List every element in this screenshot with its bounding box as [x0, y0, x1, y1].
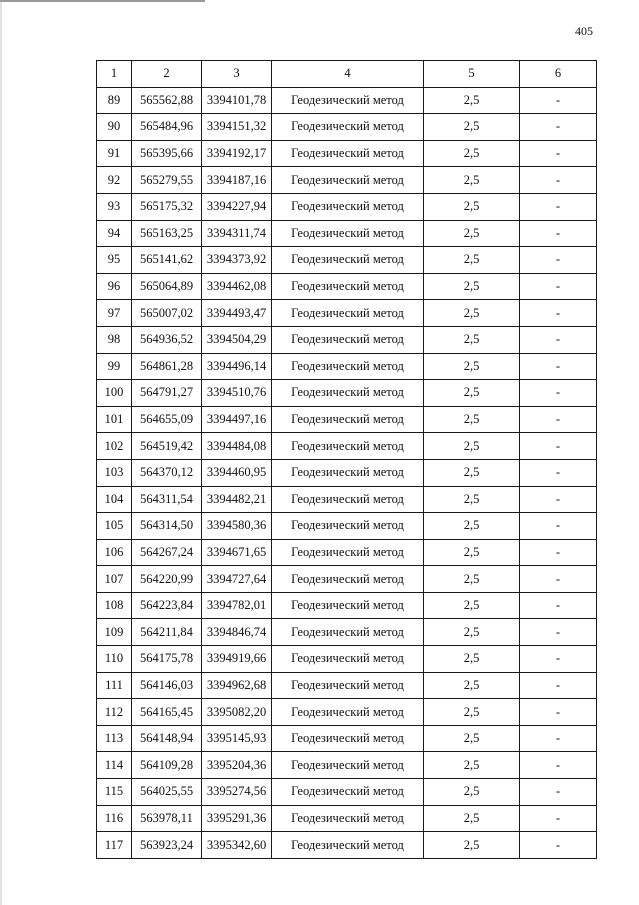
y-coordinate-cell: 3395145,93	[202, 725, 272, 752]
table-row	[97, 513, 597, 540]
method-cell: Геодезический метод	[272, 140, 424, 167]
method-cell: Геодезический метод	[272, 832, 424, 859]
table-row	[97, 247, 597, 274]
y-coordinate-cell: 3394671,65	[202, 539, 272, 566]
method-cell: Геодезический метод	[272, 353, 424, 380]
note-cell: -	[520, 193, 597, 220]
point-number-cell: 89	[97, 87, 132, 114]
x-coordinate-cell: 564655,09	[132, 406, 202, 433]
page-number: 405	[575, 24, 593, 38]
accuracy-cell: 2,5	[424, 406, 520, 433]
y-coordinate-cell: 3395082,20	[202, 699, 272, 726]
y-coordinate-cell: 3394373,92	[202, 247, 272, 274]
table-row	[97, 805, 597, 832]
point-number-cell: 108	[97, 592, 132, 619]
y-coordinate-cell: 3394484,08	[202, 433, 272, 460]
accuracy-cell: 2,5	[424, 380, 520, 407]
point-number-cell: 115	[97, 779, 132, 806]
x-coordinate-cell: 564165,45	[132, 699, 202, 726]
x-coordinate-cell: 564267,24	[132, 539, 202, 566]
table-row	[97, 300, 597, 327]
x-coordinate-cell: 564519,42	[132, 433, 202, 460]
note-cell: -	[520, 433, 597, 460]
y-coordinate-cell: 3394482,21	[202, 486, 272, 513]
note-cell: -	[520, 646, 597, 673]
header-col-5: 5	[424, 61, 520, 88]
y-coordinate-cell: 3394192,17	[202, 140, 272, 167]
table-row	[97, 566, 597, 593]
table-row	[97, 353, 597, 380]
accuracy-cell: 2,5	[424, 672, 520, 699]
accuracy-cell: 2,5	[424, 832, 520, 859]
y-coordinate-cell: 3394462,08	[202, 273, 272, 300]
y-coordinate-cell: 3394493,47	[202, 300, 272, 327]
note-cell: -	[520, 672, 597, 699]
method-cell: Геодезический метод	[272, 380, 424, 407]
accuracy-cell: 2,5	[424, 273, 520, 300]
accuracy-cell: 2,5	[424, 779, 520, 806]
x-coordinate-cell: 565007,02	[132, 300, 202, 327]
table-row	[97, 326, 597, 353]
point-number-cell: 92	[97, 167, 132, 194]
header-col-6: 6	[520, 61, 597, 88]
y-coordinate-cell: 3394580,36	[202, 513, 272, 540]
note-cell: -	[520, 353, 597, 380]
point-number-cell: 111	[97, 672, 132, 699]
x-coordinate-cell: 564311,54	[132, 486, 202, 513]
point-number-cell: 105	[97, 513, 132, 540]
accuracy-cell: 2,5	[424, 220, 520, 247]
table-row	[97, 539, 597, 566]
table-header	[97, 61, 597, 88]
x-coordinate-cell: 565064,89	[132, 273, 202, 300]
accuracy-cell: 2,5	[424, 539, 520, 566]
note-cell: -	[520, 752, 597, 779]
header-row	[97, 61, 597, 88]
table-row	[97, 646, 597, 673]
table-row	[97, 459, 597, 486]
x-coordinate-cell: 565279,55	[132, 167, 202, 194]
y-coordinate-cell: 3394311,74	[202, 220, 272, 247]
x-coordinate-cell: 565484,96	[132, 114, 202, 141]
table-row	[97, 167, 597, 194]
accuracy-cell: 2,5	[424, 87, 520, 114]
method-cell: Геодезический метод	[272, 193, 424, 220]
table-row	[97, 140, 597, 167]
accuracy-cell: 2,5	[424, 326, 520, 353]
point-number-cell: 110	[97, 646, 132, 673]
x-coordinate-cell: 565562,88	[132, 87, 202, 114]
table-row	[97, 619, 597, 646]
accuracy-cell: 2,5	[424, 167, 520, 194]
accuracy-cell: 2,5	[424, 486, 520, 513]
accuracy-cell: 2,5	[424, 725, 520, 752]
point-number-cell: 91	[97, 140, 132, 167]
table-row	[97, 380, 597, 407]
method-cell: Геодезический метод	[272, 752, 424, 779]
method-cell: Геодезический метод	[272, 592, 424, 619]
table-row	[97, 592, 597, 619]
method-cell: Геодезический метод	[272, 326, 424, 353]
header-col-3: 3	[202, 61, 272, 88]
scan-top-rule	[0, 0, 205, 2]
header-col-1: 1	[97, 61, 132, 88]
point-number-cell: 96	[97, 273, 132, 300]
note-cell: -	[520, 273, 597, 300]
y-coordinate-cell: 3394101,78	[202, 87, 272, 114]
table-row	[97, 832, 597, 859]
table-row	[97, 699, 597, 726]
method-cell: Геодезический метод	[272, 114, 424, 141]
table-row	[97, 486, 597, 513]
method-cell: Геодезический метод	[272, 486, 424, 513]
y-coordinate-cell: 3394187,16	[202, 167, 272, 194]
table-row	[97, 406, 597, 433]
method-cell: Геодезический метод	[272, 566, 424, 593]
point-number-cell: 97	[97, 300, 132, 327]
note-cell: -	[520, 725, 597, 752]
point-number-cell: 101	[97, 406, 132, 433]
table-row	[97, 779, 597, 806]
y-coordinate-cell: 3394962,68	[202, 672, 272, 699]
x-coordinate-cell: 564861,28	[132, 353, 202, 380]
point-number-cell: 107	[97, 566, 132, 593]
point-number-cell: 116	[97, 805, 132, 832]
x-coordinate-cell: 564148,94	[132, 725, 202, 752]
point-number-cell: 99	[97, 353, 132, 380]
accuracy-cell: 2,5	[424, 752, 520, 779]
x-coordinate-cell: 565141,62	[132, 247, 202, 274]
method-cell: Геодезический метод	[272, 167, 424, 194]
method-cell: Геодезический метод	[272, 805, 424, 832]
note-cell: -	[520, 140, 597, 167]
table-row	[97, 433, 597, 460]
note-cell: -	[520, 592, 597, 619]
accuracy-cell: 2,5	[424, 805, 520, 832]
method-cell: Геодезический метод	[272, 273, 424, 300]
header-col-2: 2	[132, 61, 202, 88]
point-number-cell: 117	[97, 832, 132, 859]
note-cell: -	[520, 114, 597, 141]
point-number-cell: 103	[97, 459, 132, 486]
note-cell: -	[520, 699, 597, 726]
point-number-cell: 102	[97, 433, 132, 460]
note-cell: -	[520, 167, 597, 194]
y-coordinate-cell: 3394727,64	[202, 566, 272, 593]
point-number-cell: 104	[97, 486, 132, 513]
point-number-cell: 109	[97, 619, 132, 646]
x-coordinate-cell: 564223,84	[132, 592, 202, 619]
accuracy-cell: 2,5	[424, 300, 520, 327]
y-coordinate-cell: 3395291,36	[202, 805, 272, 832]
x-coordinate-cell: 563978,11	[132, 805, 202, 832]
x-coordinate-cell: 564025,55	[132, 779, 202, 806]
method-cell: Геодезический метод	[272, 433, 424, 460]
table-row	[97, 752, 597, 779]
coordinates-table	[96, 60, 597, 859]
note-cell: -	[520, 87, 597, 114]
table-row	[97, 672, 597, 699]
x-coordinate-cell: 565163,25	[132, 220, 202, 247]
y-coordinate-cell: 3394460,95	[202, 459, 272, 486]
note-cell: -	[520, 832, 597, 859]
point-number-cell: 114	[97, 752, 132, 779]
table-row	[97, 87, 597, 114]
method-cell: Геодезический метод	[272, 672, 424, 699]
point-number-cell: 95	[97, 247, 132, 274]
method-cell: Геодезический метод	[272, 619, 424, 646]
x-coordinate-cell: 564211,84	[132, 619, 202, 646]
x-coordinate-cell: 564370,12	[132, 459, 202, 486]
x-coordinate-cell: 564146,03	[132, 672, 202, 699]
table-row	[97, 273, 597, 300]
accuracy-cell: 2,5	[424, 566, 520, 593]
method-cell: Геодезический метод	[272, 513, 424, 540]
method-cell: Геодезический метод	[272, 406, 424, 433]
y-coordinate-cell: 3394497,16	[202, 406, 272, 433]
accuracy-cell: 2,5	[424, 592, 520, 619]
y-coordinate-cell: 3394504,29	[202, 326, 272, 353]
point-number-cell: 94	[97, 220, 132, 247]
x-coordinate-cell: 564175,78	[132, 646, 202, 673]
point-number-cell: 93	[97, 193, 132, 220]
note-cell: -	[520, 539, 597, 566]
y-coordinate-cell: 3394151,32	[202, 114, 272, 141]
note-cell: -	[520, 805, 597, 832]
accuracy-cell: 2,5	[424, 193, 520, 220]
y-coordinate-cell: 3394510,76	[202, 380, 272, 407]
note-cell: -	[520, 380, 597, 407]
note-cell: -	[520, 300, 597, 327]
point-number-cell: 90	[97, 114, 132, 141]
table-body	[97, 87, 597, 858]
note-cell: -	[520, 619, 597, 646]
accuracy-cell: 2,5	[424, 619, 520, 646]
method-cell: Геодезический метод	[272, 247, 424, 274]
note-cell: -	[520, 486, 597, 513]
point-number-cell: 112	[97, 699, 132, 726]
x-coordinate-cell: 565395,66	[132, 140, 202, 167]
y-coordinate-cell: 3394496,14	[202, 353, 272, 380]
accuracy-cell: 2,5	[424, 459, 520, 486]
point-number-cell: 106	[97, 539, 132, 566]
accuracy-cell: 2,5	[424, 353, 520, 380]
method-cell: Геодезический метод	[272, 87, 424, 114]
header-col-4: 4	[272, 61, 424, 88]
method-cell: Геодезический метод	[272, 725, 424, 752]
method-cell: Геодезический метод	[272, 220, 424, 247]
method-cell: Геодезический метод	[272, 699, 424, 726]
method-cell: Геодезический метод	[272, 459, 424, 486]
method-cell: Геодезический метод	[272, 779, 424, 806]
note-cell: -	[520, 220, 597, 247]
scan-left-edge	[0, 0, 2, 905]
table-row	[97, 725, 597, 752]
y-coordinate-cell: 3394227,94	[202, 193, 272, 220]
y-coordinate-cell: 3394846,74	[202, 619, 272, 646]
note-cell: -	[520, 406, 597, 433]
x-coordinate-cell: 564936,52	[132, 326, 202, 353]
y-coordinate-cell: 3394919,66	[202, 646, 272, 673]
accuracy-cell: 2,5	[424, 140, 520, 167]
x-coordinate-cell: 564791,27	[132, 380, 202, 407]
note-cell: -	[520, 566, 597, 593]
method-cell: Геодезический метод	[272, 539, 424, 566]
table-row	[97, 193, 597, 220]
y-coordinate-cell: 3394782,01	[202, 592, 272, 619]
x-coordinate-cell: 563923,24	[132, 832, 202, 859]
x-coordinate-cell: 564314,50	[132, 513, 202, 540]
accuracy-cell: 2,5	[424, 699, 520, 726]
note-cell: -	[520, 326, 597, 353]
accuracy-cell: 2,5	[424, 247, 520, 274]
note-cell: -	[520, 247, 597, 274]
point-number-cell: 100	[97, 380, 132, 407]
table-row	[97, 220, 597, 247]
y-coordinate-cell: 3395274,56	[202, 779, 272, 806]
method-cell: Геодезический метод	[272, 646, 424, 673]
accuracy-cell: 2,5	[424, 114, 520, 141]
x-coordinate-cell: 564220,99	[132, 566, 202, 593]
note-cell: -	[520, 513, 597, 540]
y-coordinate-cell: 3395204,36	[202, 752, 272, 779]
x-coordinate-cell: 564109,28	[132, 752, 202, 779]
point-number-cell: 98	[97, 326, 132, 353]
note-cell: -	[520, 779, 597, 806]
accuracy-cell: 2,5	[424, 433, 520, 460]
table-row	[97, 114, 597, 141]
y-coordinate-cell: 3395342,60	[202, 832, 272, 859]
accuracy-cell: 2,5	[424, 513, 520, 540]
note-cell: -	[520, 459, 597, 486]
x-coordinate-cell: 565175,32	[132, 193, 202, 220]
point-number-cell: 113	[97, 725, 132, 752]
method-cell: Геодезический метод	[272, 300, 424, 327]
accuracy-cell: 2,5	[424, 646, 520, 673]
